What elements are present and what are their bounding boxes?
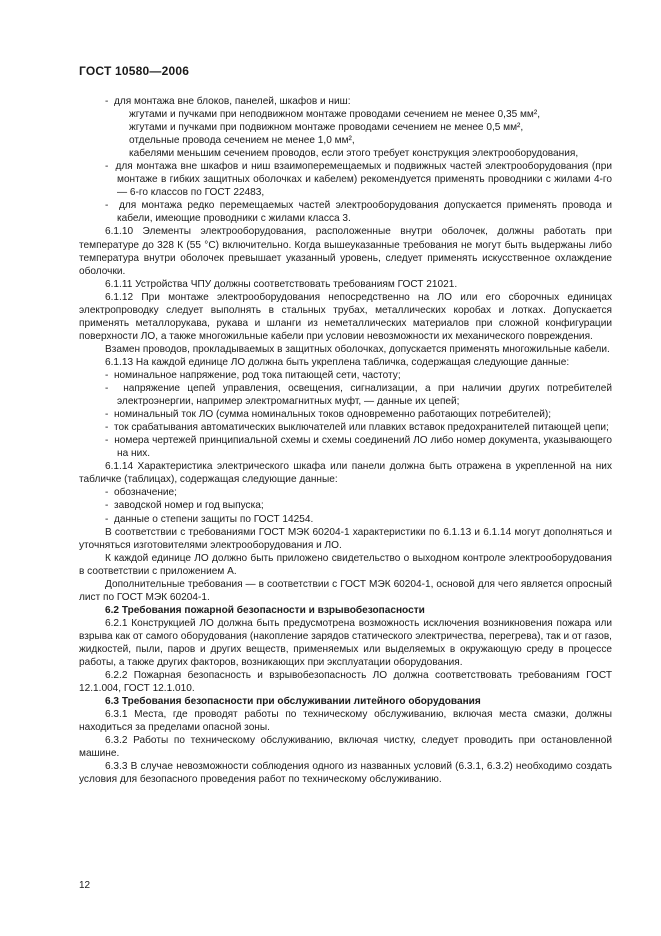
list-item: - напряжение цепей управления, освещения, сигнализации, а при наличии других потребителей электроэнергии, например электромагнитных муфт, — данные их цепей; bbox=[105, 382, 612, 408]
document-header: ГОСТ 10580—2006 bbox=[79, 64, 190, 78]
paragraph: В соответствии с требованиями ГОСТ МЭК 60204-1 характеристики по 6.1.13 и 6.1.14 могут дополняться и уточняться изготовителями электрооборудования и ЛО. bbox=[79, 526, 612, 551]
list-item: - для монтажа редко перемещаемых частей электрооборудования допускается применять провода и кабели, имеющие проводники с жилами класса 3. bbox=[105, 199, 612, 225]
list-item: - обозначение; bbox=[105, 486, 612, 499]
paragraph: Взамен проводов, прокладываемых в защитных оболочках, допускается применять многожильные кабели. bbox=[105, 343, 610, 355]
list-item: - номинальное напряжение, род тока питающей сети, частоту; bbox=[105, 369, 612, 382]
list-item: - номера чертежей принципиальной схемы и схемы соединений ЛО либо номер документа, указывающего на них. bbox=[105, 434, 612, 460]
paragraph: 6.3.3 В случае невозможности соблюдения одного из названных условий (6.3.1, 6.3.2) необходимо создать условия для безопасного проведения работ по техническому обслуживанию. bbox=[79, 761, 612, 786]
list-item: - для монтажа вне шкафов и ниш взаимоперемещаемых и подвижных частей электрооборудования (при монтаже в гибких защитных оболочках и кабелем) рекомендуется применять проводники с жилами 4-го — 6-го классов по ГОСТ 22483, bbox=[105, 160, 612, 199]
list-item: - номинальный ток ЛО (сумма номинальных токов одновременно работающих потребителей); bbox=[105, 408, 612, 421]
sub-list-item: отдельные провода сечением не менее 1,0 мм², bbox=[129, 135, 355, 147]
document-body bbox=[79, 95, 612, 786]
sub-list-item: жгутами и пучками при неподвижном монтаже проводами сечением не менее 0,35 мм², bbox=[129, 109, 541, 121]
paragraph: 6.1.14 Характеристика электрического шкафа или панели должна быть отражена в укрепленной на них табличке (таблицах), содержащая следующие данные: bbox=[79, 461, 612, 486]
page-number: 12 bbox=[79, 880, 91, 891]
paragraph: 6.1.11 Устройства ЧПУ должны соответствовать требованиям ГОСТ 21021. bbox=[105, 278, 458, 290]
paragraph: 6.3.2 Работы по техническому обслуживанию, включая чистку, следует проводить при остановленной машине. bbox=[79, 735, 612, 760]
paragraph: 6.2.2 Пожарная безопасность и взрывобезопасность ЛО должна соответствовать требованиям ГОСТ 12.1.004, ГОСТ 12.1.010. bbox=[79, 670, 612, 695]
paragraph: 6.1.13 На каждой единице ЛО должна быть укреплена табличка, содержащая следующие данные: bbox=[105, 356, 570, 368]
paragraph: 6.3.1 Места, где проводят работы по техническому обслуживанию, включая места смазки, должны находиться за пределами опасной зоны. bbox=[79, 709, 612, 734]
sub-list-item: кабелями меньшим сечением проводов, если этого требует конструкция электрооборудования, bbox=[129, 148, 579, 160]
section-heading: 6.3 Требования безопасности при обслуживании литейного оборудования bbox=[105, 696, 481, 708]
list-item: - ток срабатывания автоматических выключателей или плавких вставок предохранителей питающей цепи; bbox=[105, 421, 612, 434]
paragraph: К каждой единице ЛО должно быть приложено свидетельство о выходном контроле электрооборудования в соответствии с приложением А. bbox=[79, 552, 612, 577]
paragraph: Дополнительные требования — в соответствии с ГОСТ МЭК 60204-1, основой для чего является опросный лист по ГОСТ МЭК 60204-1. bbox=[79, 578, 612, 603]
paragraph: 6.2.1 Конструкцией ЛО должна быть предусмотрена возможность исключения возникновения пожара или взрыва как от самого оборудования (накопление зарядов статического электричества, перегрева), так и от газов, жидкостей, пыли, паров и других веществ, применяемых или выделяемых в окружающую среду в процессе работы, а также других факторов, возникающих при эксплуатации оборудования. bbox=[79, 617, 612, 669]
section-heading: 6.2 Требования пожарной безопасности и взрывобезопасности bbox=[105, 604, 425, 616]
sub-list-item: жгутами и пучками при подвижном монтаже проводами сечением не менее 0,5 мм², bbox=[129, 122, 524, 134]
list-item: - заводской номер и год выпуска; bbox=[105, 499, 612, 512]
paragraph: 6.1.12 При монтаже электрооборудования непосредственно на ЛО или его сборочных единицах электропроводку следует выполнять в стальных трубах, металлических коробах и лотках. Допускается применять металлорукава, рукава и шланги из неметаллических материалов при сложной конфигурации поверхности ЛО, а также многожильные кабели при условии невозможности их механического повреждения. bbox=[79, 291, 612, 342]
list-item: - данные о степени защиты по ГОСТ 14254. bbox=[105, 513, 612, 526]
paragraph: 6.1.10 Элементы электрооборудования, расположенные внутри оболочек, должны работать при температуре до 328 К (55 °С) включительно. Когда вышеуказанные требования не могут быть выдержаны либо температура внутри оболочек превышает указанный уровень, следует применять искусственное охлаждение оболочки. bbox=[79, 226, 612, 277]
list-item: - для монтажа вне блоков, панелей, шкафов и ниш: bbox=[105, 95, 612, 108]
